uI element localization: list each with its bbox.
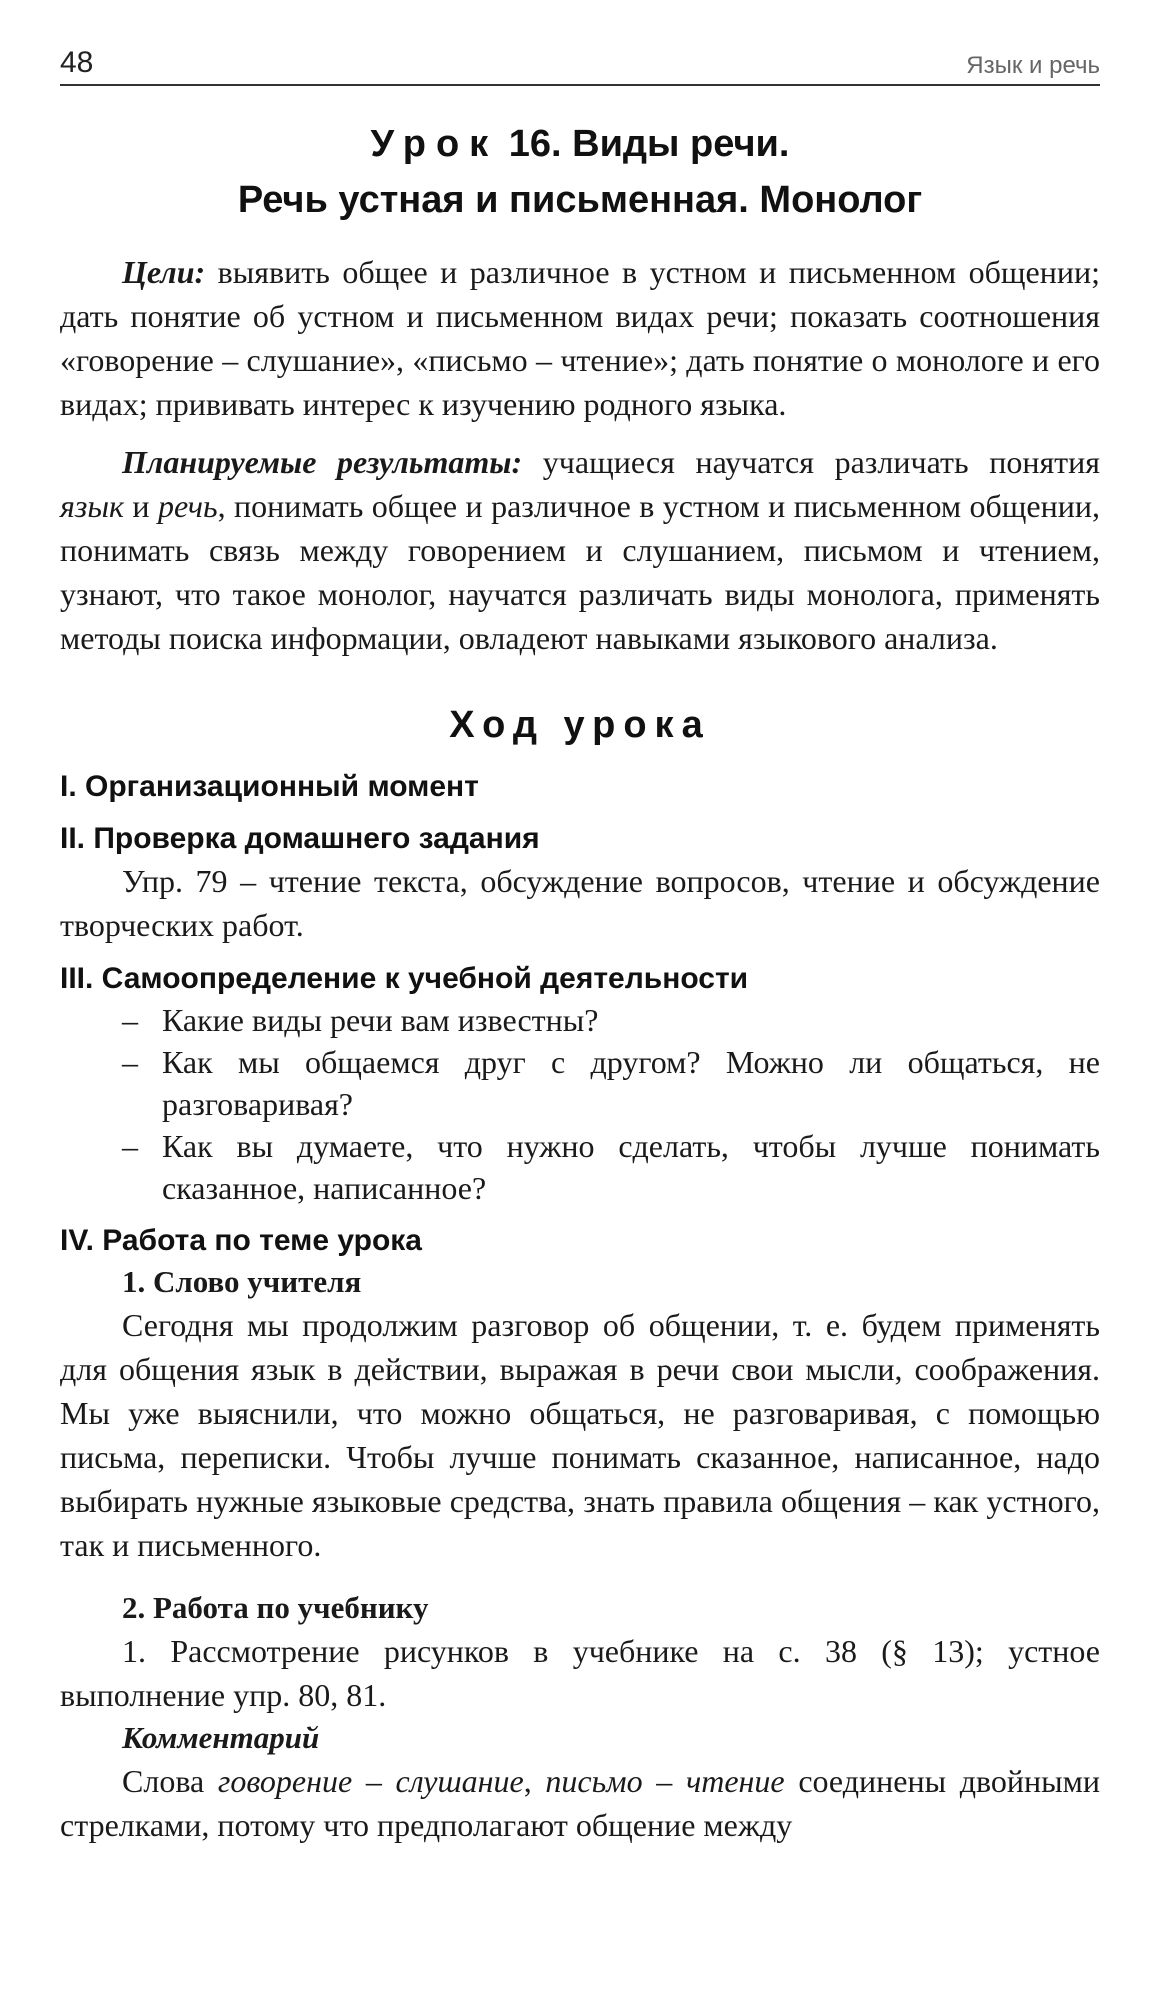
- textbook-work-text: 1. Рассмотрение рисунков в учебнике на с. 38 (§ 13); устное выполнение упр. 80, 81.: [60, 1633, 1100, 1713]
- comment-term-writing-reading: письмо – чтение: [545, 1763, 785, 1799]
- question-text: Как вы думаете, что нужно сделать, чтобы лучше понимать сказанное, написанное?: [162, 1128, 1100, 1206]
- section-homework-check: II. Проверка домашнего задания: [60, 822, 540, 855]
- list-item: [122, 1125, 1100, 1209]
- goals-paragraph: [60, 250, 1100, 426]
- lesson-number-topic: 16. Виды речи.: [498, 123, 790, 165]
- questions-list: [60, 999, 1100, 1209]
- dash-mark: –: [122, 1044, 138, 1080]
- results-term-speech: речь: [157, 488, 218, 524]
- comment-text: [60, 1759, 1100, 1847]
- comment-text-1: Слова: [122, 1763, 218, 1799]
- comment-text-3: соединены двойными стрелками, потому что предполагают общение между: [60, 1763, 1101, 1843]
- goals-label: Цели:: [122, 254, 206, 290]
- running-head-section: Язык и речь: [966, 52, 1100, 79]
- book-page: [60, 40, 1100, 1847]
- dash-mark: –: [122, 1128, 138, 1164]
- subsection-teacher-word: 1. Слово учителя: [122, 1264, 362, 1299]
- results-paragraph: [60, 440, 1100, 660]
- lesson-title: [60, 116, 1100, 228]
- results-text-1: учащиеся научатся различать понятия: [522, 444, 1101, 480]
- section-self-determination: III. Самоопределение к учебной деятельности: [60, 962, 749, 995]
- results-text-2: и: [124, 488, 158, 524]
- dash-mark: –: [122, 1002, 138, 1038]
- results-term-language: язык: [60, 488, 124, 524]
- homework-text: Упр. 79 – чтение текста, обсуждение вопросов, чтение и обсуждение творческих работ.: [60, 863, 1100, 943]
- page-number: 48: [60, 46, 94, 79]
- list-item: [122, 999, 1100, 1041]
- lesson-word: Урок: [370, 123, 499, 165]
- results-label: Планируемые результаты:: [122, 444, 523, 480]
- question-text: Какие виды речи вам известны?: [162, 1002, 599, 1038]
- teacher-word-text: Сегодня мы продолжим разговор об общении, т. е. будем применять для общения язык в действии, выражая в речи свои мысли, соображения. Мы уже выяснили, что можно общаться, не разговаривая, с помощью письма, переписки. Чтобы лучше понимать сказанное, написанное, надо выбирать нужные языковые средства, знать правила общения – как устного, так и письменного.: [60, 1307, 1100, 1563]
- goals-text: выявить общее и различное в устном и письменном общении; дать понятие об устном и письменном видах речи; показать соотношения «говорение – слушание», «письмо – чтение»; дать понятие о монологе и его видах; прививать интерес к изучению родного языка.: [60, 254, 1100, 422]
- course-title: Ход урока: [449, 704, 711, 746]
- comment-term-speaking-listening: говорение – слушание: [217, 1763, 524, 1799]
- comment-label: Комментарий: [122, 1720, 320, 1755]
- list-item: [122, 1041, 1100, 1125]
- section-org-moment: I. Организационный момент: [60, 770, 479, 803]
- running-head: [60, 40, 1100, 86]
- section-lesson-work: IV. Работа по теме урока: [60, 1224, 422, 1257]
- lesson-title-line1: [60, 116, 1100, 172]
- lesson-title-line2: Речь устная и письменная. Монолог: [237, 179, 923, 221]
- comment-text-2: ,: [523, 1763, 546, 1799]
- subsection-textbook-work: 2. Работа по учебнику: [122, 1590, 429, 1625]
- question-text: Как мы общаемся друг с другом? Можно ли общаться, не разговаривая?: [162, 1044, 1100, 1122]
- results-text-3: , понимать общее и различное в устном и письменном общении, понимать связь между говорением и слушанием, письмом и чтением, узнают, что такое монолог, научатся различать виды монолога, применять методы поиска информации, овладеют навыками языкового анализа.: [60, 488, 1101, 656]
